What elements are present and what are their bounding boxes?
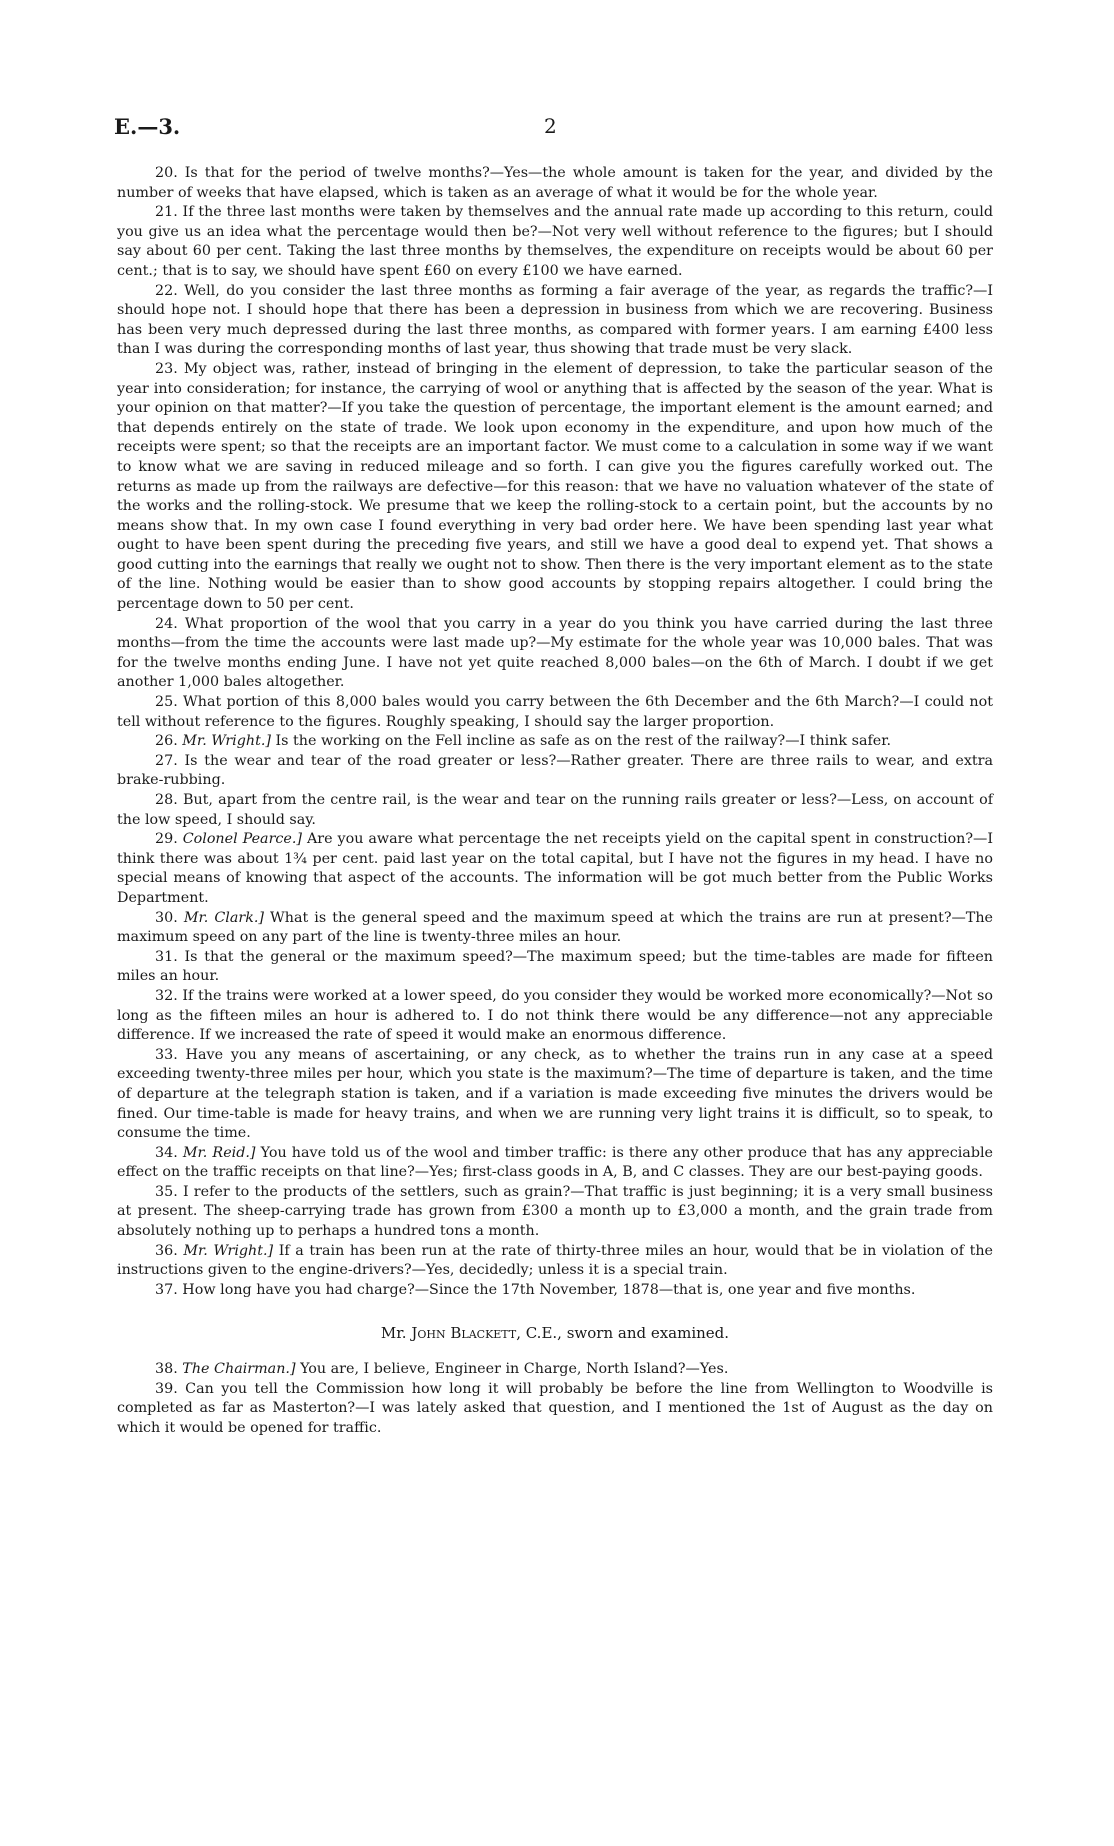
speaker-name: Mr. Reid.] [182,1144,256,1161]
paragraph-number: 26. [155,733,178,750]
paragraph-number: 29. [155,831,178,848]
paragraph-text: What is the general speed and the maximum speed at which the trains are run at present?—The maximum speed on any part of the line is twenty-three miles an hour. [117,909,994,946]
speaker-name: The Chairman.] [182,1361,296,1378]
document-id: E.—3. [114,114,181,139]
witness-name: John Blackett [411,1324,517,1343]
paragraph-text-continued: per cent. paid last year on the total capital, but I have not the figures in my head. I have no special means of knowing that aspect of the accounts. The information will be got much better from the Public Works Department. [117,850,994,906]
paragraph-39: 39. Can you tell the Commission how long it will probably be before the line from Wellington to Woodville is completed as far as Masterton?—I was lately asked that question, and I mentioned the 1st of August as the day on which it would be opened for traffic. [117,1380,993,1436]
body-text [117,164,993,1438]
paragraph-35: 35. I refer to the products of the settlers, such as grain?—That traffic is just beginning; it is a very small business at present. The sheep-carrying trade has grown from £300 a month up to £3,000 a month, and the grain trade from absolutely nothing up to perhaps a hundred tons a month. [117,1183,993,1240]
paragraph-34 [117,1144,993,1183]
paragraph-23: 23. My object was, rather, instead of bringing in the element of depression, to take the particular season of the year into consideration; for instance, the carrying of wool or anything that is affected by the season of the year. What is your opinion on that matter?—If you take the question of percentage, the important element is the amount earned; and that depends entirely on the state of trade. We look upon economy in the expenditure, and upon how much of the receipts were spent; so that the receipts are an important factor. We must come to a calculation in some way if we want to know what we are saving in reduced mileage and so forth. I can give you the figures carefully worked out. The returns as made up from the railways are defective—for this reason: that we have no valuation whatever of the state of the works and the rolling-stock. We presume that we keep the rolling-stock to a certain point, but the accounts by no means show that. In my own case I found everything in very bad order here. We have been spending last year what ought to have been spent during the preceding five years, and still we have a good deal to expend yet. That shows a good cutting into the earnings that really we ought not to show. Then there is the very important element as to the state of the line. Nothing would be easier than to show good accounts by stopping repairs altogether. I could bring the percentage down to 50 per cent. [117,360,993,613]
speaker-name: Mr. Wright.] [183,1242,274,1259]
witness-heading [117,1324,993,1344]
paragraph-text: If a train has been run at the rate of thirty-three miles an hour, would that be in violation of the instructions given to the engine-drivers?—Yes, decidedly; unless it is a special train. [117,1242,994,1279]
paragraph-24: 24. What proportion of the wool that you carry in a year do you think you have carried during the last three months—from the time the accounts were last made up?—My estimate for the whole year was 10,000 bales. That was for the twelve months ending June. I have not yet quite reached 8,000 bales—on the 6th of March. I doubt if we get another 1,000 bales altogether. [117,615,993,691]
paragraph-26 [117,732,993,752]
speaker-name: Colonel Pearce.] [182,831,303,848]
page-header [114,114,994,146]
paragraph-36 [117,1242,993,1281]
speaker-name: Mr. Wright.] [182,733,271,750]
paragraph-32: 32. If the trains were worked at a lower speed, do you consider they would be worked more economically?—Not so long as the fifteen miles an hour is adhered to. I do not think there would be any difference—not any appreciable difference. If we increased the rate of speed it would make an enormous difference. [117,987,993,1044]
paragraph-37: 37. How long have you had charge?—Since the 17th November, 1878—that is, one year and five months. [155,1281,916,1298]
paragraph-number: 34. [155,1144,178,1161]
paragraph-27: 27. Is the wear and tear of the road greater or less?—Rather greater. There are three rails to wear, and extra brake-rubbing. [117,752,993,789]
paragraph-text: Is the working on the Fell incline as safe as on the rest of the railway?—I think safer. [275,733,892,750]
paragraph-number: 38. [155,1361,178,1378]
paragraph-25: 25. What portion of this 8,000 bales would you carry between the 6th December and the 6th March?—I could not tell without reference to the figures. Roughly speaking, I should say the larger proportion. [117,694,993,730]
fraction: 1¾ [284,850,308,867]
paragraph-33: 33. Have you any means of ascertaining, or any check, as to whether the trains run in any case at a speed exceeding twenty-three miles per hour, which you state is the maximum?—The time of departure is taken, and the time of departure at the telegraph station is taken, and if a variation is made exceeding five minutes the drivers would be fined. Our time-table is made for heavy trains, and when we are running very light trains it is difficult, so to speak, to consume the time. [117,1046,993,1142]
paragraph-29 [117,830,993,908]
paragraph-22: 22. Well, do you consider the last three months as forming a fair average of the year, as regards the traffic?—I should hope not. I should hope that there has been a depression in business from which we are recovering. Business has been very much depressed during the last three months, as compared with former years. I am earning £400 less than I was during the corresponding months of last year, thus showing that trade must be very slack. [117,282,993,358]
paragraph-number: 36. [155,1242,178,1259]
paragraph-text: Are you aware what percentage the net receipts yield on the capital spent in construction?—I think there was about [117,831,994,867]
witness-prefix: Mr. [380,1324,407,1343]
paragraph-28: 28. But, apart from the centre rail, is the wear and tear on the running rails greater or less?—Less, on account of the low speed, I should say. [117,792,993,828]
page-number: 2 [544,114,557,138]
speaker-name: Mr. Clark.] [183,909,264,926]
paragraph-30 [117,909,993,948]
witness-suffix: , C.E., sworn and examined. [516,1324,730,1343]
paragraph-20: 20. Is that for the period of twelve months?—Yes—the whole amount is taken for the year, and divided by the number of weeks that have elapsed, which is taken as an average of what it would be for the whole year. [117,165,993,201]
paragraph-text: You have told us of the wool and timber traffic: is there any other produce that has any appreciable effect on the traffic receipts on that line?—Yes; first-class goods in A, B, and C classes. They are our best-paying goods. [117,1144,994,1181]
paragraph-21: 21. If the three last months were taken by themselves and the annual rate made up according to this return, could you give us an idea what the percentage would then be?—Not very well without reference to the figures; but I should say about 60 per cent. Taking the last three months by themselves, the expenditure on receipts would be about 60 per cent.; that is to say, we should have spent £60 on every £100 we have earned. [117,204,993,279]
paragraph-31: 31. Is that the general or the maximum speed?—The maximum speed; but the time-tables are made for fifteen miles an hour. [117,948,993,985]
paragraph-38 [117,1360,993,1380]
paragraph-number: 30. [155,909,178,926]
paragraph-text: You are, I believe, Engineer in Charge, North Island?—Yes. [300,1361,729,1378]
